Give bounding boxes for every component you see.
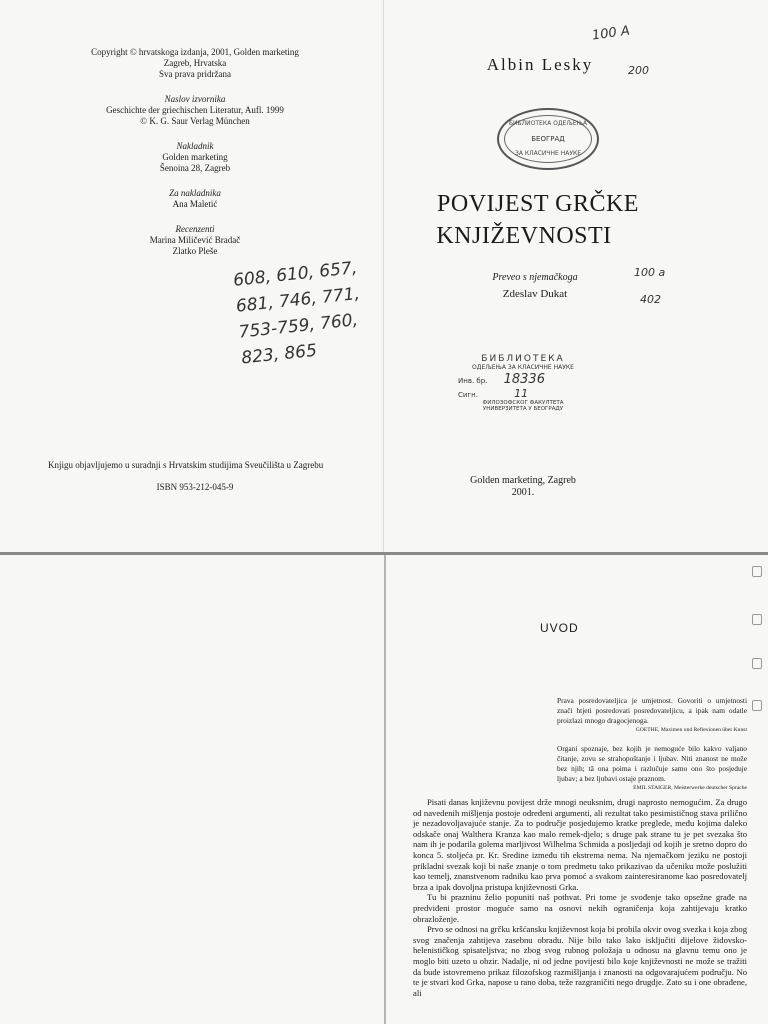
inventory-number: 18336 <box>503 372 545 387</box>
scan-mark <box>752 658 762 669</box>
publisher-line: Šenoina 28, Zagreb <box>159 163 231 173</box>
publisher-line: Golden marketing <box>162 152 228 162</box>
cooperation-note: Knjigu objavljujemo u suradnji s Hrvatskim studijima Sveučilišta u Zagrebu <box>48 460 324 470</box>
original-title-line: Geschichte der griechischen Literatur, Aufl. 1999 <box>106 105 284 115</box>
reviewers-heading: Recenzenti <box>175 224 215 234</box>
epigraph-source: EMIL STAIGER, Meisterwerke deutscher Sprache <box>633 785 747 791</box>
copyright-line: Copyright © hrvatskoga izdanja, 2001, Golden marketing <box>91 47 299 57</box>
intro-body <box>413 797 747 1024</box>
book-title-line: POVIJEST GRČKE <box>437 191 639 217</box>
for-publisher-block <box>60 188 330 210</box>
book-title-line: KNJIŽEVNOSTI <box>436 223 612 249</box>
handwritten-page-refs <box>232 251 402 371</box>
stamp-text: БИБЛИОТЕКА <box>481 354 565 364</box>
page-gutter-vertical <box>384 555 386 1024</box>
imprint-publisher <box>448 475 598 499</box>
intro-paragraph: Tu bi prazninu želio popuniti naš pothvat. Pri tome je svođenje tako opsežne građe na predviđeni prostor moguće samo na osnovi nekih ograničenja koja zahtijevaju kratko obrazloženje. <box>413 892 747 924</box>
original-title-line: © K. G. Saur Verlag München <box>140 116 250 126</box>
handwritten-line: 608, 610, 657, <box>232 257 359 291</box>
handwritten-side-note: 100 a <box>634 266 666 279</box>
for-publisher-heading: Za nakladnika <box>169 188 221 198</box>
handwritten-line: 753-759, 760, <box>237 310 359 343</box>
imprint-year: 2001. <box>511 487 535 498</box>
stamp-text: ЗА КЛАСИЧНЕ НАУКЕ <box>514 150 582 157</box>
intro-paragraph: Pisati danas književnu povijest drže mnogi neuksnim, drugi naprosto nemogućim. Za drugo od navedenih mišljenja postoje određeni argumenti, ali rezultat tako pesimističnog stava prilično je nezadovoljavajuće stanje. Za to područje posjedujemo kratke preglede, među kojima daleko odskače onaj Walthera Kranza kao malo remek-djelo; s druge pak strane tu je pet svezaka što nam ih je podarila golema marljivost Wilhelma Schmida a posljedaji od kojih je sretno dopro do konca 5. stoljeća pr. Kr. Sredine između tih ekstrema nema. Na njemačkom jeziku ne postoji prikladni svezak koji bi naše znanje o tom predmetu tako prikazivao da učeniku može poslužiti kao temelj, znanstvenom radniku kao prva pomoć a svakom zainteresiranome kao posredovatelj brza a ipak dovoljna pristupa književnosti Grka. <box>413 797 747 892</box>
isbn: ISBN 953-212-045-9 <box>156 482 234 492</box>
for-publisher-name: Ana Maletić <box>172 199 218 209</box>
copyright-block <box>60 47 330 80</box>
handwritten-top-note: 100 A <box>591 23 631 44</box>
publisher-block <box>60 141 330 174</box>
reviewer-name: Marina Miličević Bradač <box>149 235 241 245</box>
reviewers-block <box>60 224 330 257</box>
epigraph-2 <box>557 744 747 791</box>
stamp-text: БИБЛИОТЕКА ОДЕЉЕЊА <box>508 120 588 127</box>
handwritten-side-note: 402 <box>640 293 661 306</box>
handwritten-author-note: 200 <box>628 64 649 77</box>
intro-paragraph: Prvo se odnosi na grčku kršćansku književnost koja bi probila okvir ovog svezka i koja zbog svog značenja zahtijeva zasebnu obradu. Nije bilo tako lako isključiti dijelove židovsko-helenističkog spisateljstva; no zbog svog rubnog položaja u odnosu na glavnu temu ono je moglo biti uzeto u obzir. Nadalje, ni od jedne povijesti bilo koje književnosti ne može se tražiti da bude istovremeno prikaz filozofskog razmišljanja i znanosti na odgovarajućem području. No te je stvari kod Grka, napose u rano doba, teže razgraničiti nego drugdje. Zato su i one obrađene, ali <box>413 924 747 998</box>
reviewer-name: Zlatko Pleše <box>172 246 218 256</box>
epigraph-text: Organi spoznaje, bez kojih je nemoguće bilo kakvo valjano čitanje, zovu se strahopoštanje i ljubav. Niti znanost ne može bez njih; tā ona poima i razlučuje samo ono što posjeduje ljubav; a bez ljubavi ostaje praznom. <box>557 744 747 783</box>
stamp-text: УНИВЕРЗИТЕТА У БЕОГРАДУ <box>482 406 564 412</box>
publisher-heading: Nakladnik <box>176 141 214 151</box>
library-inventory-stamp <box>458 354 588 414</box>
epigraph-1 <box>557 696 747 733</box>
stamp-text: ОДЕЉЕЊА ЗА КЛАСИЧНЕ НАУКЕ <box>472 364 574 371</box>
original-title-block <box>60 94 330 127</box>
stamp-text: ФИЛОЗОФСКОГ ФАКУЛТЕТА <box>482 400 564 406</box>
author-name: Albin Lesky <box>486 55 594 74</box>
scan-mark <box>752 614 762 625</box>
translated-from: Preveo s njemačkoga <box>492 272 578 283</box>
translator: Zdeslav Dukat <box>502 288 568 300</box>
stamp-text: БЕОГРАД <box>531 135 565 143</box>
stamp-text: Инв. бр. <box>458 377 488 385</box>
stamp-text: Сигн. <box>458 391 478 399</box>
library-oval-stamp <box>497 108 599 170</box>
scan-mark <box>752 700 762 711</box>
handwritten-line: 681, 746, 771, <box>235 283 361 317</box>
copyright-line: Zagreb, Hrvatska <box>163 58 227 68</box>
call-number: 11 <box>514 387 529 400</box>
copyright-line: Sva prava pridržana <box>159 69 231 79</box>
handwritten-line: 823, 865 <box>240 340 318 369</box>
scan-mark <box>752 566 762 577</box>
book-title <box>408 188 668 252</box>
epigraph-source: GOETHE, Maximen und Reflexionen über Kunst <box>635 727 747 733</box>
intro-heading: UVOD <box>540 621 579 635</box>
original-title-heading: Naslov izvornika <box>164 94 226 104</box>
epigraph-text: Prava posredovateljica je umjetnost. Govoriti o umjetnosti znači htjeti posredovati posredovateljicu, a ipak nam odatle proizlazi mnogo dragocjenoga. <box>557 696 747 725</box>
imprint-publisher-line: Golden marketing, Zagreb <box>470 475 576 486</box>
